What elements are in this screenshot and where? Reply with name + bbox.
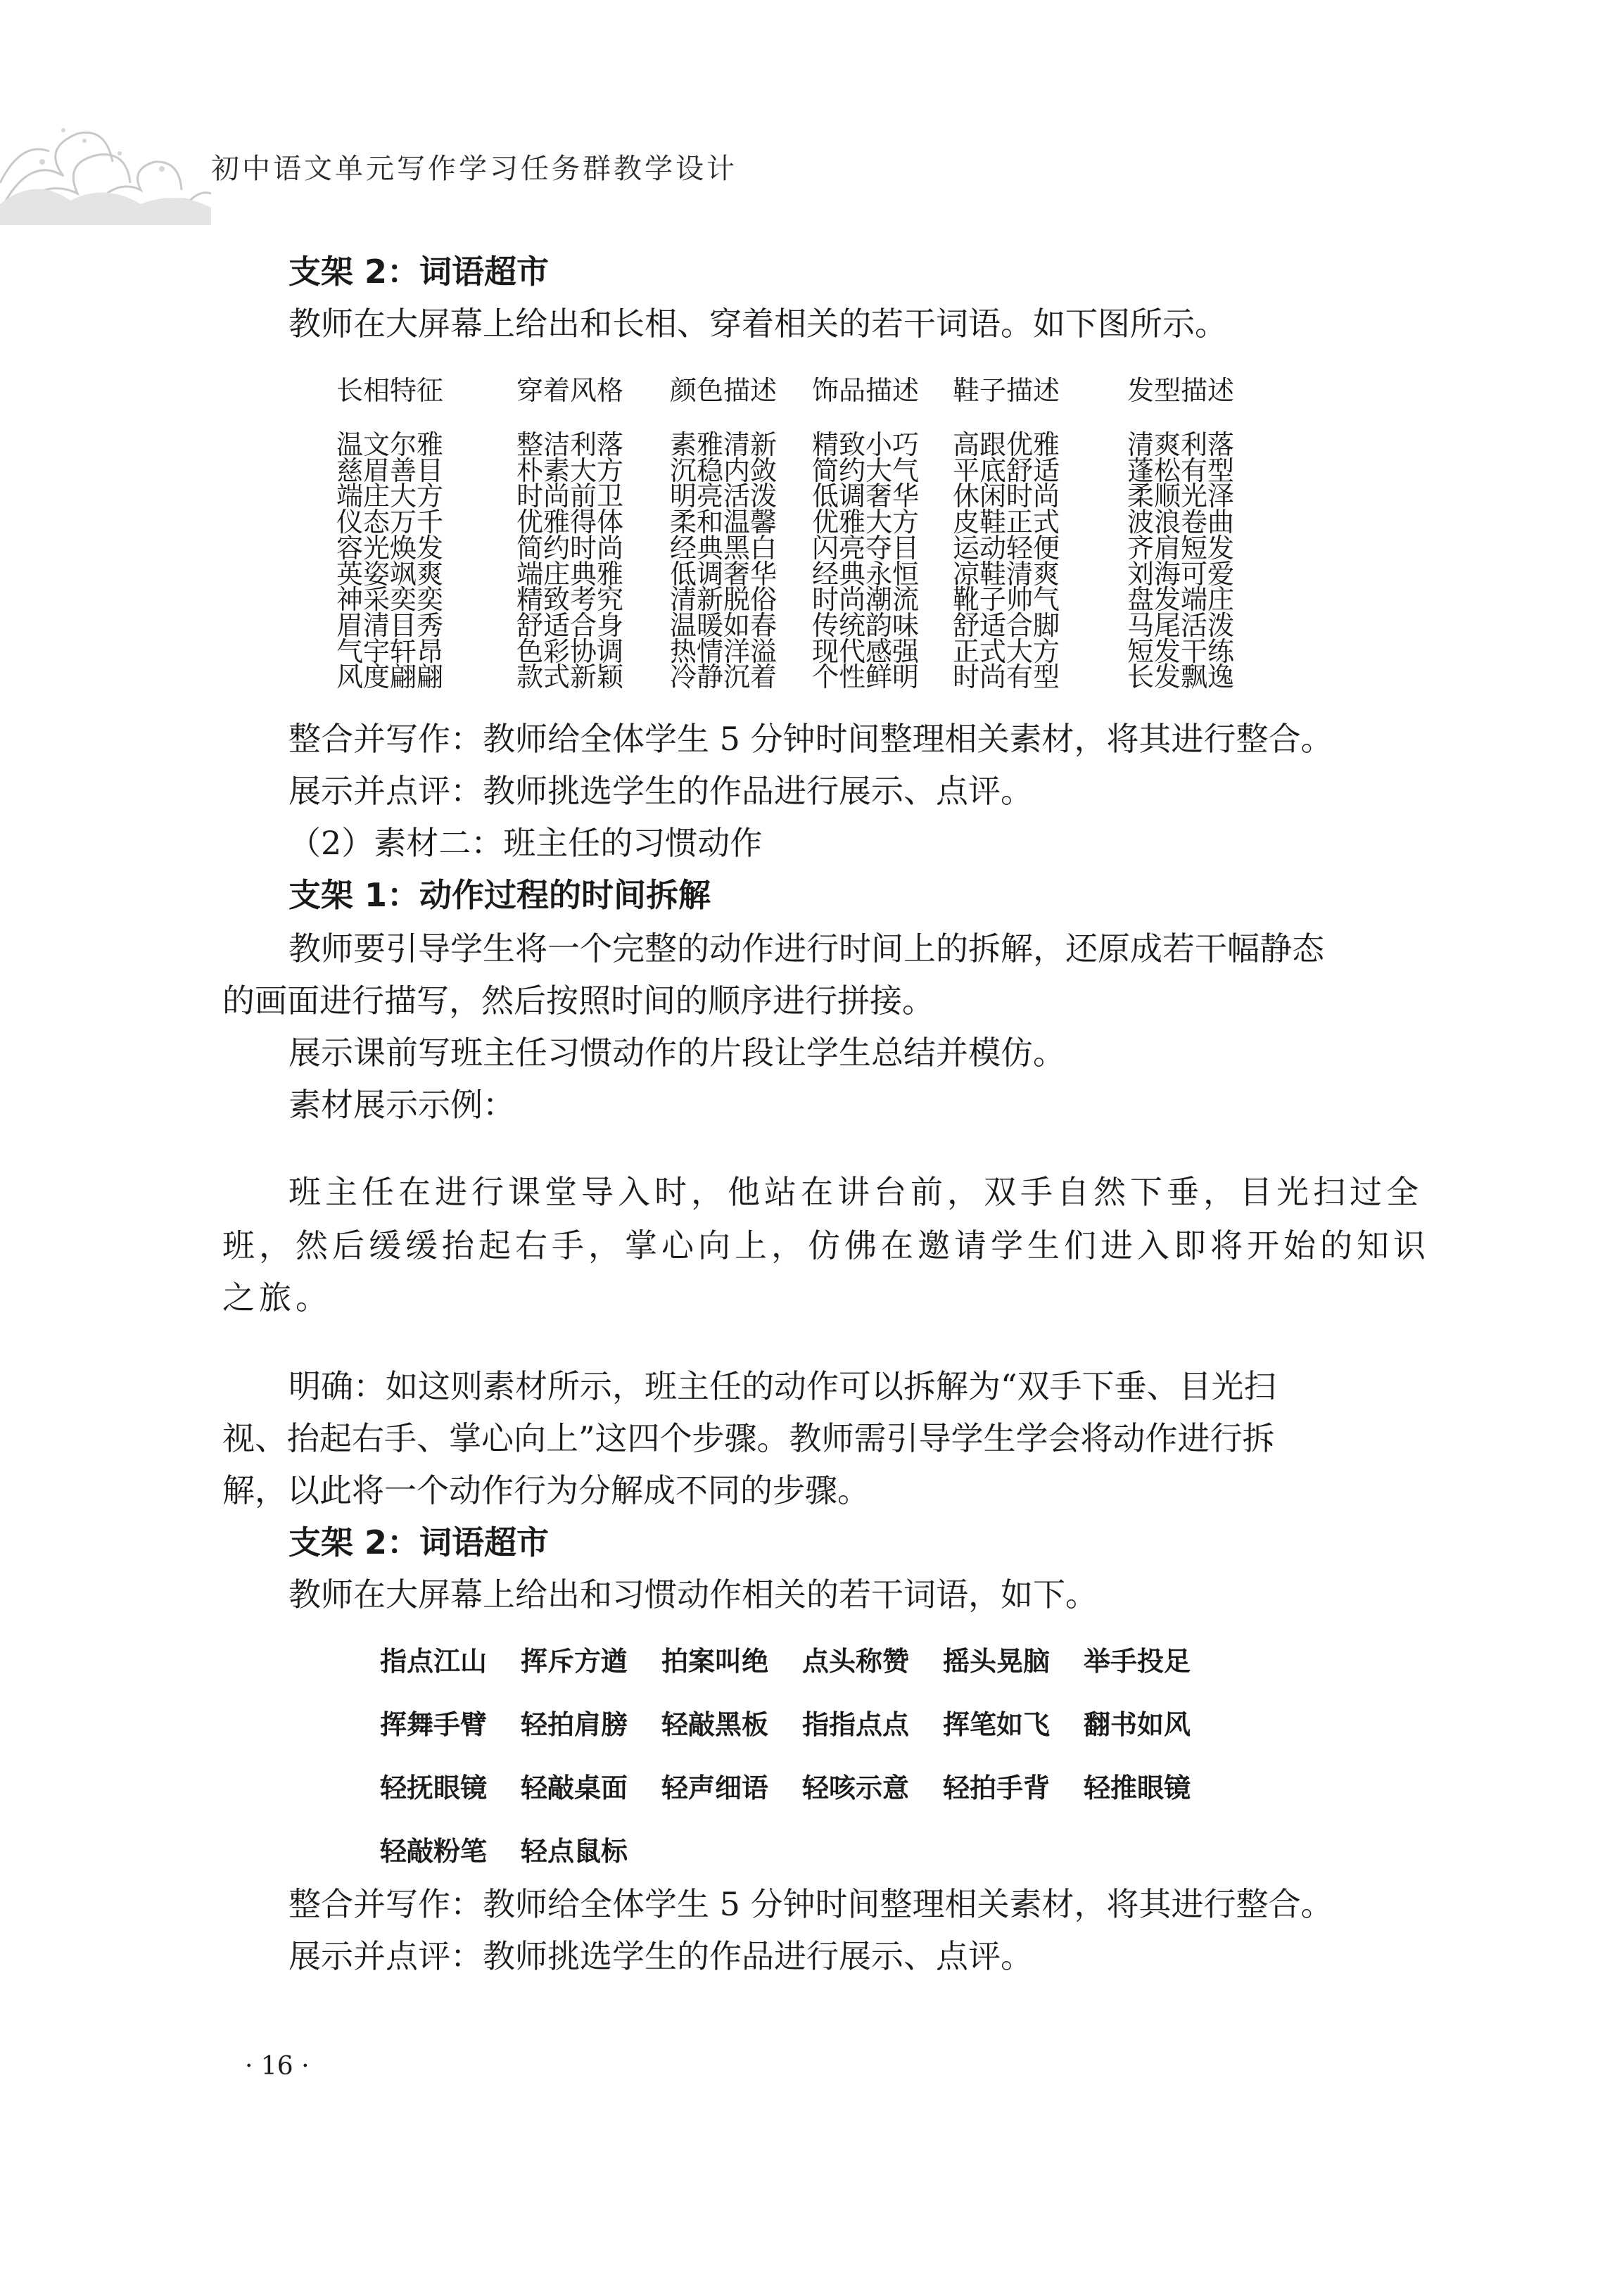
word-list <box>380 1640 1295 1893</box>
table-cell: 色彩协调 <box>516 635 624 667</box>
table-cell: 简约大气 <box>812 455 920 486</box>
table-cell: 刘海可爱 <box>1127 558 1235 590</box>
table-cell: 皮鞋正式 <box>953 507 1060 538</box>
table-cell: 马尾活泼 <box>1127 609 1235 641</box>
table-cell: 仪态万千 <box>336 507 444 538</box>
table-cell: 时尚潮流 <box>812 584 920 616</box>
table-cell: 经典永恒 <box>812 558 920 590</box>
table-cell: 休闲时尚 <box>953 481 1060 512</box>
column-header: 饰品描述 <box>812 375 920 406</box>
table-cell: 盘发端庄 <box>1127 584 1235 616</box>
word-item: 翻书如风 <box>1084 1709 1191 1740</box>
table-cell: 清爽利落 <box>1127 429 1235 460</box>
table-cell: 慈眉善目 <box>336 455 444 486</box>
table-cell: 现代感强 <box>812 635 920 667</box>
table-cell: 高跟优雅 <box>953 429 1060 460</box>
paragraph: 教师在大屏幕上给出和习惯动作相关的若干词语，如下。 <box>288 1575 1098 1613</box>
column-header: 鞋子描述 <box>953 375 1060 406</box>
word-item: 摇头晃脑 <box>943 1646 1051 1677</box>
table-cell: 柔和温馨 <box>670 507 778 538</box>
word-item: 轻推眼镜 <box>1084 1773 1191 1803</box>
table-cell: 沉稳内敛 <box>670 455 778 486</box>
word-item: 挥斥方遒 <box>521 1646 628 1677</box>
table-cell: 舒适合脚 <box>953 609 1060 641</box>
word-item: 轻敲黑板 <box>661 1709 769 1740</box>
paragraph: 解，以此将一个动作行为分解成不同的步骤。 <box>222 1471 870 1509</box>
table-cell: 精致小巧 <box>812 429 920 460</box>
word-row <box>380 1703 1295 1766</box>
table-column <box>1127 374 1282 693</box>
paragraph: 明确：如这则素材所示，班主任的动作可以拆解为“双手下垂、目光扫 <box>288 1367 1276 1405</box>
word-item: 拍案叫绝 <box>661 1646 769 1677</box>
table-cell: 波浪卷曲 <box>1127 507 1235 538</box>
table-cell: 款式新颖 <box>516 661 624 693</box>
table-cell: 闪亮夺目 <box>812 532 920 564</box>
table-cell: 靴子帅气 <box>953 584 1060 616</box>
table-cell: 短发干练 <box>1127 635 1235 667</box>
paragraph: 教师在大屏幕上给出和长相、穿着相关的若干词语。如下图所示。 <box>288 305 1227 343</box>
paragraph: 教师要引导学生将一个完整的动作进行时间上的拆解，还原成若干幅静态 <box>288 930 1324 968</box>
table-cell: 传统韵味 <box>812 609 920 641</box>
table-column <box>336 374 491 693</box>
table-cell: 温暖如春 <box>670 609 778 641</box>
word-item: 轻抚眼镜 <box>380 1773 488 1803</box>
table-cell: 热情洋溢 <box>670 635 778 667</box>
table-cell: 简约时尚 <box>516 532 624 564</box>
column-header: 发型描述 <box>1127 375 1235 406</box>
column-header: 穿着风格 <box>516 375 624 406</box>
table-cell: 温文尔雅 <box>336 429 444 460</box>
table-cell: 优雅得体 <box>516 507 624 538</box>
table-cell: 端庄大方 <box>336 481 444 512</box>
example-text: 班，然后缓缓抬起右手，掌心向上，仿佛在邀请学生们进入即将开始的知识 <box>222 1226 1430 1264</box>
word-item: 轻拍手背 <box>943 1773 1051 1803</box>
paragraph: 整合并写作：教师给全体学生 5 分钟时间整理相关素材，将其进行整合。 <box>288 720 1333 758</box>
table-cell: 冷静沉着 <box>670 661 778 693</box>
table-cell: 眉清目秀 <box>336 609 444 641</box>
column-header: 长相特征 <box>336 375 444 406</box>
word-item: 挥笔如飞 <box>943 1709 1051 1740</box>
table-cell: 舒适合身 <box>516 609 624 641</box>
paragraph: 的画面进行描写，然后按照时间的顺序进行拼接。 <box>222 982 934 1020</box>
word-item: 轻敲桌面 <box>521 1773 628 1803</box>
word-item: 指指点点 <box>802 1709 910 1740</box>
table-cell: 齐肩短发 <box>1127 532 1235 564</box>
table-cell: 时尚前卫 <box>516 481 624 512</box>
table-cell: 神采奕奕 <box>336 584 444 616</box>
word-item: 轻拍肩膀 <box>521 1709 628 1740</box>
table-cell: 清新脱俗 <box>670 584 778 616</box>
table-cell: 运动轻便 <box>953 532 1060 564</box>
table-cell: 平底舒适 <box>953 455 1060 486</box>
scaffold-heading: 支架 2：词语超市 <box>288 1523 550 1561</box>
column-header: 颜色描述 <box>670 375 778 406</box>
page-number: · 16 · <box>245 2052 310 2081</box>
word-row <box>380 1640 1295 1703</box>
table-cell: 柔顺光泽 <box>1127 481 1235 512</box>
running-header: 初中语文单元写作学习任务群教学设计 <box>211 153 737 185</box>
table-cell: 低调奢华 <box>670 558 778 590</box>
word-item: 轻点鼠标 <box>521 1836 628 1867</box>
section-title: （2）素材二：班主任的习惯动作 <box>288 824 763 862</box>
table-column <box>516 374 671 693</box>
scaffold-heading: 支架 1：动作过程的时间拆解 <box>288 876 711 914</box>
word-item: 点头称赞 <box>802 1646 910 1677</box>
paragraph: 展示并点评：教师挑选学生的作品进行展示、点评。 <box>288 772 1033 810</box>
word-row <box>380 1766 1295 1830</box>
example-text: 班主任在进行课堂导入时，他站在讲台前，双手自然下垂，目光扫过全 <box>288 1173 1423 1211</box>
paragraph: 展示并点评：教师挑选学生的作品进行展示、点评。 <box>288 1937 1033 1975</box>
table-cell: 长发飘逸 <box>1127 661 1235 693</box>
table-cell: 朴素大方 <box>516 455 624 486</box>
table-column <box>953 374 1108 693</box>
wave-ornament <box>0 70 211 225</box>
word-item: 轻敲粉笔 <box>380 1836 488 1867</box>
table-cell: 低调奢华 <box>812 481 920 512</box>
paragraph: 展示课前写班主任习惯动作的片段让学生总结并模仿。 <box>288 1034 1065 1072</box>
example-text: 之旅。 <box>222 1279 332 1317</box>
paragraph: 视、抬起右手、掌心向上”这四个步骤。教师需引导学生学会将动作进行拆 <box>222 1419 1275 1457</box>
table-cell: 时尚有型 <box>953 661 1060 693</box>
scaffold-heading: 支架 2：词语超市 <box>288 253 550 291</box>
table-column <box>670 374 825 693</box>
word-item: 指点江山 <box>380 1646 488 1677</box>
table-cell: 优雅大方 <box>812 507 920 538</box>
paragraph: 素材展示示例： <box>288 1086 515 1124</box>
table-cell: 正式大方 <box>953 635 1060 667</box>
paragraph: 整合并写作：教师给全体学生 5 分钟时间整理相关素材，将其进行整合。 <box>288 1885 1333 1923</box>
table-cell: 凉鞋清爽 <box>953 558 1060 590</box>
table-cell: 个性鲜明 <box>812 661 920 693</box>
table-cell: 容光焕发 <box>336 532 444 564</box>
table-cell: 蓬松有型 <box>1127 455 1235 486</box>
table-cell: 整洁利落 <box>516 429 624 460</box>
table-cell: 风度翩翩 <box>336 661 444 693</box>
table-cell: 素雅清新 <box>670 429 778 460</box>
table-cell: 明亮活泼 <box>670 481 778 512</box>
word-item: 挥舞手臂 <box>380 1709 488 1740</box>
table-cell: 气宇轩昂 <box>336 635 444 667</box>
table-cell: 英姿飒爽 <box>336 558 444 590</box>
word-item: 轻声细语 <box>661 1773 769 1803</box>
table-cell: 经典黑白 <box>670 532 778 564</box>
table-cell: 端庄典雅 <box>516 558 624 590</box>
table-cell: 精致考究 <box>516 584 624 616</box>
word-item: 轻咳示意 <box>802 1773 910 1803</box>
table-column <box>812 374 967 693</box>
word-item: 举手投足 <box>1084 1646 1191 1677</box>
